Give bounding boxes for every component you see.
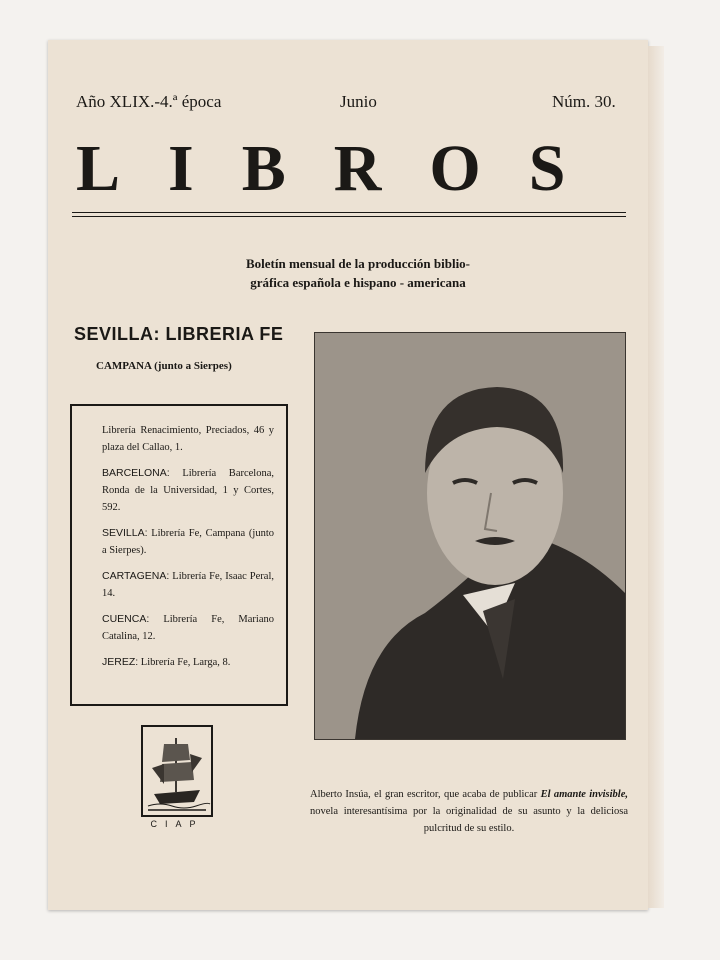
masthead-title: LIBROS <box>76 132 614 205</box>
year-issue: Año XLIX.-4.ª época <box>76 92 222 111</box>
masthead-rule-top <box>72 212 626 213</box>
branch-entry: Librería Renacimiento, Preciados, 46 y plaza del Callao, 1. <box>102 425 274 453</box>
subtitle-line-2: gráfica española e hispano - americana <box>250 275 466 290</box>
book-title: El amante invisible, <box>540 789 629 800</box>
issue-month: Junio <box>340 92 377 111</box>
store-address: CAMPANA (junto a Sierpes) <box>96 360 232 372</box>
branch-entry: JEREZ: Librería Fe, Larga, 8. <box>102 656 231 668</box>
branch-entry: SEVILLA: Librería Fe, Campana (junto a Sierpes). <box>102 527 274 556</box>
branches-box <box>70 404 288 706</box>
ciap-ship-logo <box>140 724 214 830</box>
branch-entry: BARCELONA: Librería Barcelona, Ronda de la Universidad, 1 y Cortes, 592. <box>102 467 274 513</box>
masthead-rule-bottom <box>72 216 626 217</box>
issue-number: Núm. 30. <box>552 92 616 111</box>
branch-entry: CUENCA: Librería Fe, Mariano Catalina, 12. <box>102 613 274 642</box>
author-portrait <box>314 332 626 740</box>
masthead-subtitle <box>168 254 548 292</box>
subtitle-line-1: Boletín mensual de la producción biblio- <box>245 256 471 271</box>
magazine-page <box>48 40 648 910</box>
portrait-caption: Alberto Insúa, el gran escritor, que acaba de publicar El amante invisible, novela interesantísima por la originalidad de su asunto y la deliciosa pulcritud de su estilo. <box>310 789 629 834</box>
store-headline: SEVILLA: LIBRERIA FE <box>74 324 284 344</box>
svg-text:CIAP: CIAP <box>150 819 204 829</box>
branch-entry: CARTAGENA: Librería Fe, Isaac Peral, 14. <box>102 570 274 599</box>
